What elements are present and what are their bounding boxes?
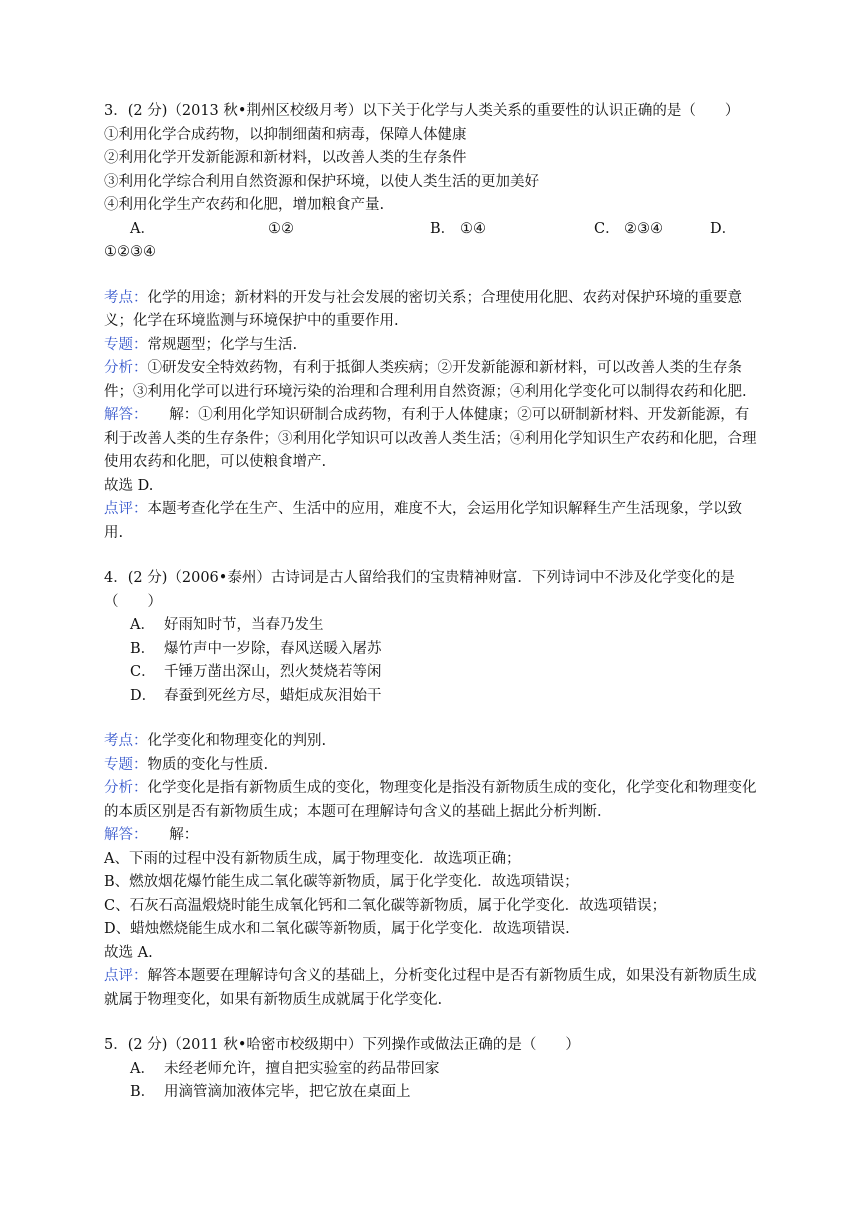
zhuanti-row	[104, 334, 760, 358]
zhuanti-row	[104, 754, 760, 778]
option-text: 未经老师允许，擅自把实验室的药品带回家	[164, 1060, 440, 1077]
jieda-row	[104, 404, 760, 475]
option-row	[104, 1081, 760, 1105]
zhuanti-text: 常规题型；化学与生活.	[147, 336, 298, 353]
question-5	[104, 1034, 760, 1105]
question-3-item: ④利用化学生产农药和化肥，增加粮食产量.	[104, 197, 385, 213]
kaodian-text: 化学变化和物理变化的判别.	[147, 733, 327, 749]
option-label: B．	[130, 1084, 156, 1100]
question-3-options	[104, 218, 760, 242]
option-d-text: ①②③④	[104, 244, 156, 260]
dianping-text: 本题考查化学在生产、生活中的应用，难度不大，会运用化学知识解释生产生活现象，学以致用.	[104, 501, 742, 541]
option-text: 好雨知时节，当春乃发生	[164, 617, 324, 633]
jieda-label: 解答：	[104, 407, 148, 423]
zhuanti-text: 物质的变化与性质.	[147, 756, 269, 773]
fenxi-row	[104, 777, 760, 824]
option-text: 用滴管滴加液体完毕，把它放在桌面上	[164, 1084, 411, 1100]
dianping-label: 点评：	[104, 968, 148, 984]
option-label: C．	[130, 664, 156, 680]
kaodian-row	[104, 287, 760, 334]
document-page	[104, 100, 760, 1105]
question-3-item: ①利用化学合成药物，以抑制细菌和病毒，保障人体健康	[104, 126, 467, 143]
option-row	[104, 614, 760, 638]
explanation-line: C、石灰石高温煅烧时能生成氧化钙和二氧化碳等新物质，属于化学变化．故选项错误；	[104, 897, 667, 914]
kaodian-row	[104, 730, 760, 754]
option-label: B．	[130, 640, 156, 657]
question-4	[104, 567, 760, 1012]
question-3	[104, 100, 760, 545]
answer-text: 故选 A.	[104, 944, 153, 961]
option-row	[104, 1058, 760, 1082]
dianping-row	[104, 498, 760, 545]
option-c-text: ②③④	[624, 220, 663, 237]
question-4-stem: 4．(2 分)（2006•泰州）古诗词是古人留给我们的宝贵精神财富．下列诗词中不涉及化学变化的是（ ）	[104, 570, 735, 610]
explanation-line: A、下雨的过程中没有新物质生成，属于物理变化．故选项正确；	[104, 850, 521, 867]
zhuanti-label: 专题：	[104, 336, 148, 353]
question-5-stem: 5．(2 分)（2011 秋•哈密市校级期中）下列操作或做法正确的是（ ）	[104, 1037, 580, 1053]
option-row	[104, 638, 760, 662]
zhuanti-label: 专题：	[104, 756, 148, 773]
question-3-item: ③利用化学综合利用自然资源和保护环境，以使人类生活的更加美好	[104, 173, 539, 190]
kaodian-label: 考点：	[104, 733, 148, 749]
jieda-row	[104, 824, 760, 848]
fenxi-label: 分析：	[104, 360, 148, 376]
option-label: A．	[130, 617, 155, 633]
option-a-text: ①②	[268, 220, 294, 237]
fenxi-text: 化学变化是指有新物质生成的变化，物理变化是指没有新物质生成的变化，化学变化和物理变化的本质区别是否有新物质生成；本题可在理解诗句含义的基础上据此分析判断.	[104, 780, 757, 820]
question-3-stem: 3．(2 分)（2013 秋•荆州区校级月考）以下关于化学与人类关系的重要性的认识正确的是（ ）	[104, 103, 740, 119]
option-row	[104, 685, 760, 709]
option-text: 春蚕到死丝方尽，蜡炬成灰泪始干	[164, 687, 382, 704]
fenxi-row	[104, 357, 760, 404]
jieda-text: 解：	[169, 827, 199, 843]
fenxi-text: ①研发安全特效药物，有利于抵御人类疾病；②开发新能源和新材料，可以改善人类的生存条件；③利用化学可以进行环境污染的治理和合理利用自然资源；④利用化学变化可以制得农药和化肥.	[104, 360, 747, 400]
option-c-label: C．	[594, 220, 620, 237]
dianping-text: 解答本题要在理解诗句含义的基础上，分析变化过程中是否有新物质生成，如果没有新物质生成就属于物理变化，如果有新物质生成就属于化学变化.	[104, 968, 757, 1008]
explanation-line: B、燃放烟花爆竹能生成二氧化碳等新物质，属于化学变化．故选项错误；	[104, 874, 579, 890]
option-b-text: ①④	[460, 220, 486, 237]
option-label: A．	[130, 1060, 155, 1077]
question-3-item: ②利用化学开发新能源和新材料，以改善人类的生存条件	[104, 150, 467, 166]
option-row	[104, 661, 760, 685]
option-b-label: B．	[430, 220, 456, 237]
option-d-label: D．	[710, 220, 737, 237]
kaodian-label: 考点：	[104, 289, 148, 306]
answer-text: 故选 D.	[104, 477, 154, 494]
dianping-label: 点评：	[104, 501, 148, 517]
jieda-label: 解答：	[104, 827, 148, 843]
fenxi-label: 分析：	[104, 780, 148, 796]
kaodian-text: 化学的用途；新材料的开发与社会发展的密切关系；合理使用化肥、农药对保护环境的重要意义；化学在环境监测与环境保护中的重要作用.	[104, 289, 742, 329]
dianping-row	[104, 965, 760, 1012]
explanation-line: D、蜡烛燃烧能生成水和二氧化碳等新物质，属于化学变化．故选项错误.	[104, 921, 570, 937]
option-text: 千锤万凿出深山，烈火焚烧若等闲	[164, 664, 382, 680]
option-a-label: A．	[130, 220, 155, 237]
option-text: 爆竹声中一岁除，春风送暖入屠苏	[164, 640, 382, 657]
jieda-text: 解：①利用化学知识研制合成药物，有利于人体健康；②可以研制新材料、开发新能源，有利于改善人类的生存条件；③利用化学知识可以改善人类生活；④利用化学知识生产农药和化肥，合理使用农药和化肥，可以使粮食增产.	[104, 407, 757, 470]
option-label: D．	[130, 687, 157, 704]
